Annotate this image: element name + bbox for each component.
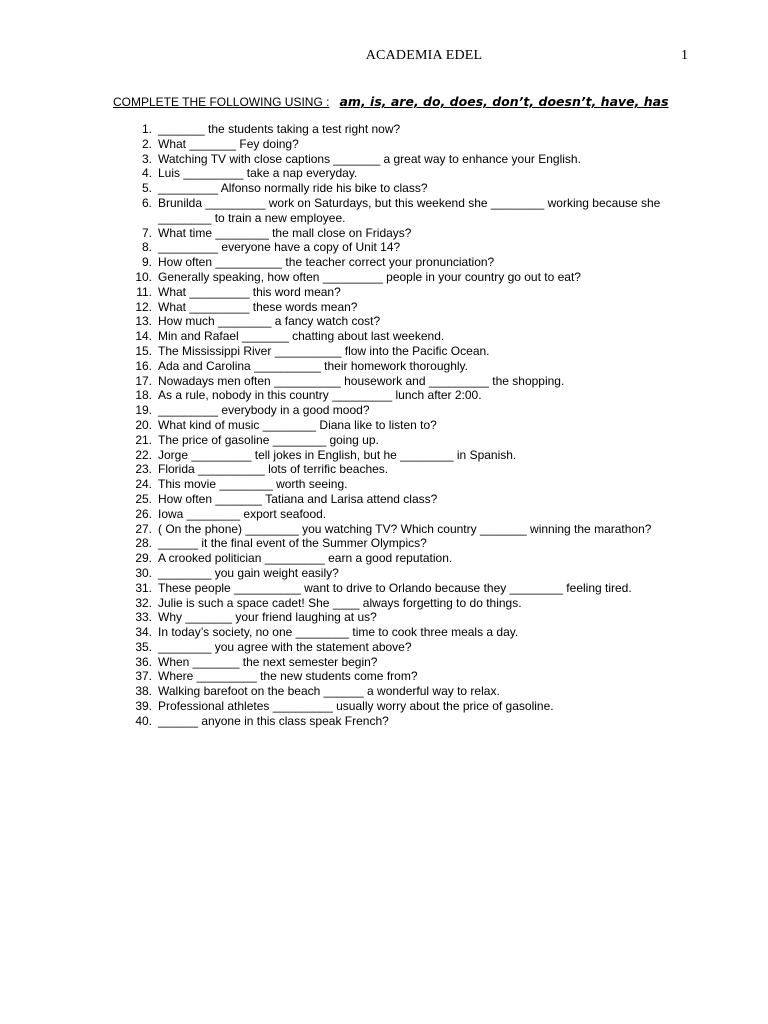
question-item: [0, 181, 768, 196]
question-item: [0, 551, 768, 566]
question-number: 31.: [135, 580, 152, 595]
question-item: [0, 536, 768, 551]
question-item: [0, 581, 768, 596]
question-number: 18.: [135, 388, 152, 403]
question-text: Brunilda _________ work on Saturdays, but this weekend she ________ working because she ________ to train a new employee.: [158, 195, 661, 225]
question-item: [0, 255, 768, 270]
page-number: 1: [681, 48, 688, 63]
question-text: As a rule, nobody in this country _________ lunch after 2:00.: [158, 388, 482, 403]
question-number: 38.: [135, 684, 152, 699]
question-number: 3.: [141, 151, 152, 166]
question-number: 25.: [135, 491, 152, 506]
question-text: Professional athletes _________ usually worry about the price of gasoline.: [158, 699, 554, 714]
question-text: When _______ the next semester begin?: [158, 654, 378, 669]
question-item: [0, 166, 768, 181]
question-item: [0, 403, 768, 418]
question-number: 19.: [135, 403, 152, 418]
question-number: 39.: [135, 699, 152, 714]
question-text: Jorge _________ tell jokes in English, but he ________ in Spanish.: [158, 447, 517, 462]
question-number: 23.: [135, 462, 152, 477]
question-text: _______ the students taking a test right now?: [158, 122, 401, 136]
question-item: [0, 448, 768, 463]
question-number: 32.: [135, 595, 152, 610]
question-number: 17.: [135, 373, 152, 388]
question-number: 15.: [135, 343, 152, 358]
question-item: [0, 655, 768, 670]
question-text: What _________ this word mean?: [158, 284, 341, 299]
question-text: The price of gasoline ________ going up.: [158, 432, 379, 447]
question-number: 40.: [135, 713, 152, 728]
question-number: 34.: [135, 625, 152, 640]
question-item: [0, 285, 768, 300]
instruction-word-list: am, is, are, do, does, don’t, doesn’t, have, has: [339, 94, 669, 109]
question-text: Ada and Carolina __________ their homework thoroughly.: [158, 358, 468, 373]
question-text: Iowa ________ export seafood.: [158, 506, 327, 521]
question-text: ______ anyone in this class speak French?: [158, 713, 389, 728]
question-item: [0, 714, 768, 729]
question-text: What kind of music ________ Diana like to listen to?: [158, 417, 437, 432]
question-text: Watching TV with close captions _______ a great way to enhance your English.: [158, 151, 581, 166]
question-item: [0, 669, 768, 684]
question-list: [0, 122, 768, 729]
question-number: 27.: [135, 521, 152, 536]
question-item: [0, 433, 768, 448]
question-number: 37.: [135, 669, 152, 684]
question-item: [0, 226, 768, 241]
question-text: How often _______ Tatiana and Larisa attend class?: [158, 491, 438, 506]
question-item: [0, 566, 768, 581]
question-number: 20.: [135, 417, 152, 432]
question-text: ______ it the final event of the Summer Olympics?: [158, 536, 427, 551]
question-item: [0, 492, 768, 507]
question-item: [0, 314, 768, 329]
question-number: 26.: [135, 506, 152, 521]
question-text: _________ Alfonso normally ride his bike to class?: [158, 181, 428, 196]
question-number: 5.: [141, 181, 152, 196]
question-number: 21.: [135, 432, 152, 447]
question-item: [0, 699, 768, 714]
question-item: [0, 374, 768, 389]
question-number: 14.: [135, 329, 152, 344]
question-text: What time ________ the mall close on Fridays?: [158, 225, 412, 240]
question-number: 35.: [135, 639, 152, 654]
question-text: Walking barefoot on the beach ______ a wonderful way to relax.: [158, 684, 500, 699]
question-text: Min and Rafael _______ chatting about last weekend.: [158, 329, 445, 344]
question-item: [0, 477, 768, 492]
question-text: ________ you agree with the statement above?: [158, 639, 412, 654]
question-number: 22.: [135, 447, 152, 462]
question-number: 29.: [135, 551, 152, 566]
question-text: A crooked politician _________ earn a good reputation.: [158, 551, 453, 566]
question-item: [0, 196, 768, 226]
question-item: [0, 640, 768, 655]
question-number: 2.: [141, 136, 152, 151]
question-number: 33.: [135, 610, 152, 625]
question-number: 7.: [141, 225, 152, 240]
question-text: _________ everyone have a copy of Unit 14?: [158, 240, 401, 255]
question-number: 9.: [141, 255, 152, 270]
question-text: Julie is such a space cadet! She ____ always forgetting to do things.: [158, 595, 522, 610]
question-number: 4.: [141, 166, 152, 181]
question-item: [0, 240, 768, 255]
question-number: 13.: [135, 314, 152, 329]
instruction-lead: COMPLETE THE FOLLOWING USING :: [113, 95, 330, 109]
question-number: 6.: [141, 195, 152, 210]
question-item: [0, 418, 768, 433]
question-number: 24.: [135, 477, 152, 492]
question-number: 30.: [135, 565, 152, 580]
question-item: [0, 137, 768, 152]
question-item: [0, 625, 768, 640]
question-text: Florida __________ lots of terrific beaches.: [158, 462, 389, 477]
question-item: [0, 344, 768, 359]
question-text: Luis _________ take a nap everyday.: [158, 166, 358, 181]
question-item: [0, 300, 768, 315]
question-number: 16.: [135, 358, 152, 373]
question-item: [0, 388, 768, 403]
question-item: [0, 596, 768, 611]
question-text: Where _________ the new students come from?: [158, 669, 418, 684]
question-text: Nowadays men often __________ housework and _________ the shopping.: [158, 373, 565, 388]
question-text: These people __________ want to drive to Orlando because they ________ feeling tired.: [158, 580, 632, 595]
question-text: What _________ these words mean?: [158, 299, 358, 314]
question-text: Generally speaking, how often _________ people in your country go out to eat?: [158, 269, 581, 284]
question-text: In today’s society, no one ________ time to cook three meals a day.: [158, 625, 519, 640]
question-item: [0, 122, 768, 137]
instruction-line: [113, 93, 669, 111]
question-item: [0, 152, 768, 167]
question-text: ( On the phone) ________ you watching TV? Which country _______ winning the marathon?: [158, 521, 652, 536]
question-item: [0, 610, 768, 625]
question-text: Why _______ your friend laughing at us?: [158, 610, 377, 625]
question-text: This movie ________ worth seeing.: [158, 477, 348, 492]
question-number: 12.: [135, 299, 152, 314]
question-item: [0, 462, 768, 477]
page-header-title: ACADEMIA EDEL: [365, 48, 483, 63]
question-item: [0, 684, 768, 699]
question-text: How much ________ a fancy watch cost?: [158, 314, 381, 329]
question-number: 1.: [141, 122, 152, 136]
question-number: 11.: [136, 284, 152, 299]
question-item: [0, 507, 768, 522]
question-item: [0, 359, 768, 374]
question-item: [0, 270, 768, 285]
question-number: 8.: [141, 240, 152, 255]
question-number: 10.: [135, 269, 152, 284]
question-number: 28.: [135, 536, 152, 551]
question-text: ________ you gain weight easily?: [158, 565, 339, 580]
question-text: How often __________ the teacher correct your pronunciation?: [158, 255, 495, 270]
question-number: 36.: [135, 654, 152, 669]
question-item: [0, 522, 768, 537]
question-text: _________ everybody in a good mood?: [158, 403, 370, 418]
question-text: What _______ Fey doing?: [158, 136, 299, 151]
question-text: The Mississippi River __________ flow into the Pacific Ocean.: [158, 343, 490, 358]
question-item: [0, 329, 768, 344]
